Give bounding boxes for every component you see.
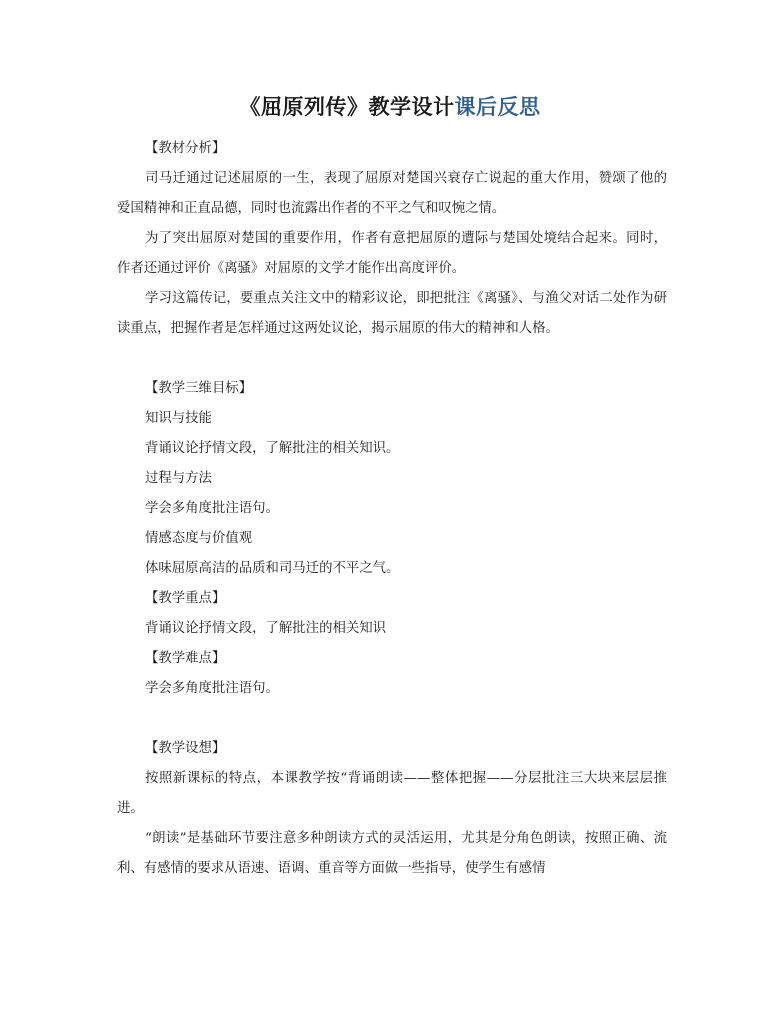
goal-1-title: 知识与技能 [145,411,212,426]
spacer [117,344,667,374]
paragraph-design-2: “朗读”是基础环节要注意多种朗读方式的灵活运用，尤其是分角色朗读，按照正确、流利、有感情的要求从语速、语调、重音等方面做一些指导，使学生有感情 [117,831,667,876]
document-title [0,92,780,122]
paragraph-analysis-3: 学习这篇传记，要重点关注文中的精彩议论，即把批注《离骚》、与渔父对话二处作为研读重点，把握作者是怎样通过这两处议论，揭示屈原的伟大的精神和人格。 [117,291,667,336]
difficulties-text: 学会多角度批注语句。 [145,681,279,696]
goal-3-text: 体味屈原高洁的品质和司马迁的不平之气。 [145,561,400,576]
goal-2-text: 学会多角度批注语句。 [145,501,279,516]
paragraph-design-1: 按照新课标的特点，本课教学按“背诵朗读——整体把握——分层批注三大块来层层推进。 [117,771,667,816]
section-heading-key-points: 【教学重点】 [145,591,226,606]
title-main: 《屈原列传》教学设计 [239,94,455,119]
section-heading-analysis: 【教材分析】 [145,141,226,156]
document-body [117,134,667,884]
section-heading-design: 【教学设想】 [145,741,226,756]
paragraph-analysis-2: 为了突出屈原对楚国的重要作用，作者有意把屈原的遭际与楚国处境结合起来。同时，作者还通过评价《离骚》对屈原的文学才能作出高度评价。 [117,231,667,276]
spacer [117,704,667,734]
section-heading-goals: 【教学三维目标】 [145,381,253,396]
key-points-text: 背诵议论抒情文段，了解批注的相关知识 [145,621,387,636]
goal-2-title: 过程与方法 [145,471,212,486]
paragraph-analysis-1: 司马迁通过记述屈原的一生，表现了屈原对楚国兴衰存亡说起的重大作用，赞颂了他的爱国精神和正直品德，同时也流露出作者的不平之气和叹惋之情。 [117,171,667,216]
goal-3-title: 情感态度与价值观 [145,531,253,546]
title-accent: 课后反思 [454,94,541,119]
section-heading-difficulties: 【教学难点】 [145,651,226,666]
goal-1-text: 背诵议论抒情文段，了解批注的相关知识。 [145,441,400,456]
